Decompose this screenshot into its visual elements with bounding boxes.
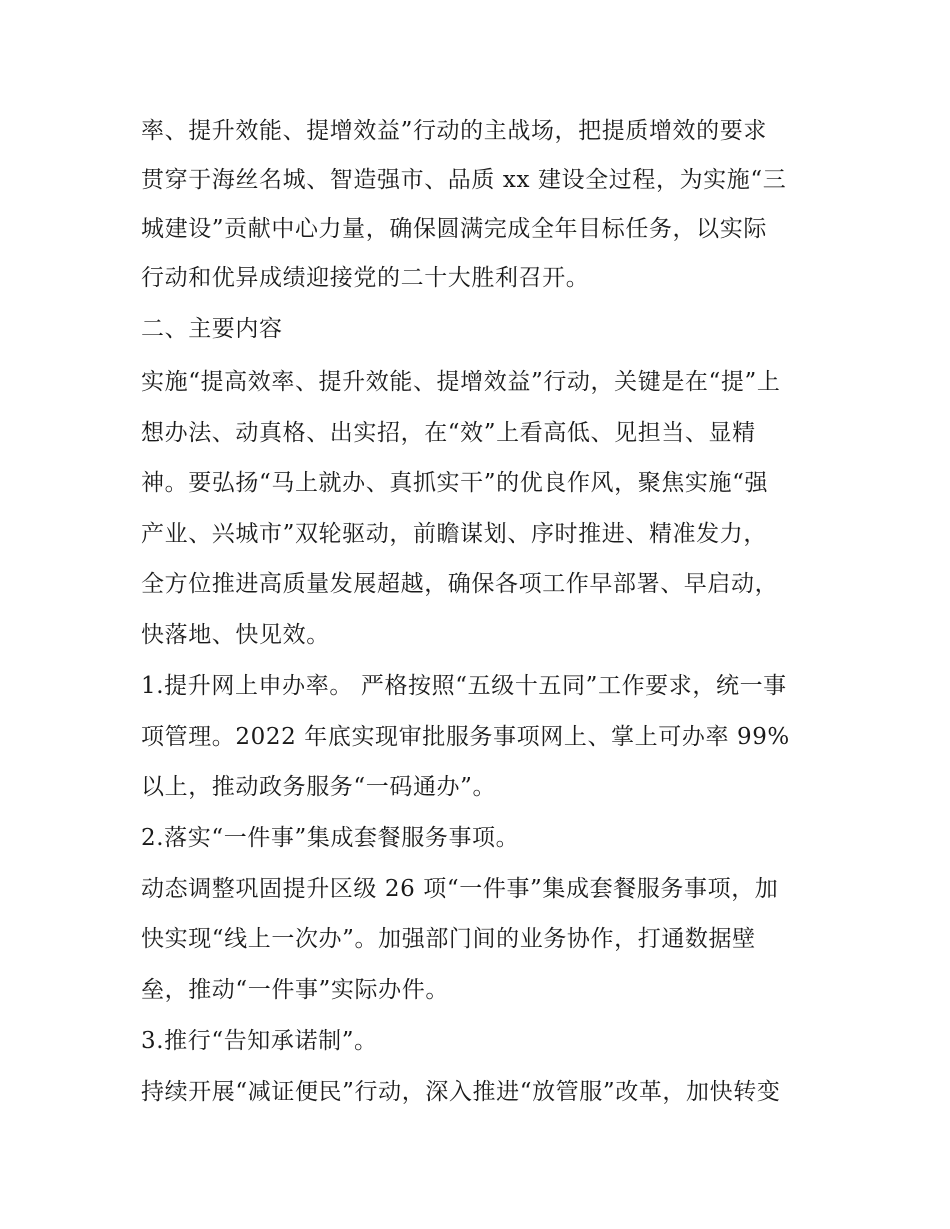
paragraph-line-3: 城建设”贡献中心力量，确保圆满完成全年目标任务，以实际 (141, 216, 767, 242)
paragraph-line-18: 垒，推动“一件事”实际办件。 (141, 977, 449, 1003)
paragraph-line-13: 项管理。2022 年底实现审批服务事项网上、掌上可办率 99% (141, 724, 790, 750)
item-heading-1: 1.提升网上申办率。 严格按照“五级十五同”工作要求，统一事 (141, 673, 787, 699)
paragraph-line-11: 快落地、快见效。 (141, 622, 330, 648)
item-heading-3: 3.推行“告知承诺制”。 (141, 1028, 378, 1054)
paragraph-line-1: 率、提升效能、提增效益”行动的主战场，把提质增效的要求 (141, 118, 767, 144)
paragraph-line-16: 动态调整巩固提升区级 26 项“一件事”集成套餐服务事项，加 (141, 876, 779, 902)
paragraph-line-9: 产业、兴城市”双轮驱动，前瞻谋划、序时推进、精准发力， (141, 521, 767, 547)
paragraph-line-4: 行动和优异成绩迎接党的二十大胜利召开。 (141, 265, 590, 291)
paragraph-line-20: 持续开展“减证便民”行动，深入推进“放管服”改革，加快转变 (141, 1079, 781, 1105)
paragraph-line-17: 快实现“线上一次办”。加强部门间的业务协作，打通数据壁 (141, 926, 756, 952)
paragraph-line-10: 全方位推进高质量发展超越，确保各项工作早部署、早启动， (141, 571, 779, 597)
paragraph-line-8: 神。要弘扬“马上就办、真抓实干”的优良作风，聚焦实施“强 (141, 470, 769, 496)
paragraph-line-6: 实施“提高效率、提升效能、提增效益”行动，关键是在“提”上 (141, 369, 781, 395)
paragraph-line-7: 想办法、动真格、出实招，在“效”上看高低、见担当、显精 (141, 420, 756, 446)
section-heading-main-content: 二、主要内容 (141, 316, 283, 342)
paragraph-line-14: 以上，推动政务服务“一码通办”。 (141, 774, 497, 800)
item-heading-2: 2.落实“一件事”集成套餐服务事项。 (141, 825, 520, 851)
paragraph-line-2: 贯穿于海丝名城、智造强市、品质 xx 建设全过程，为实施“三 (141, 167, 787, 193)
